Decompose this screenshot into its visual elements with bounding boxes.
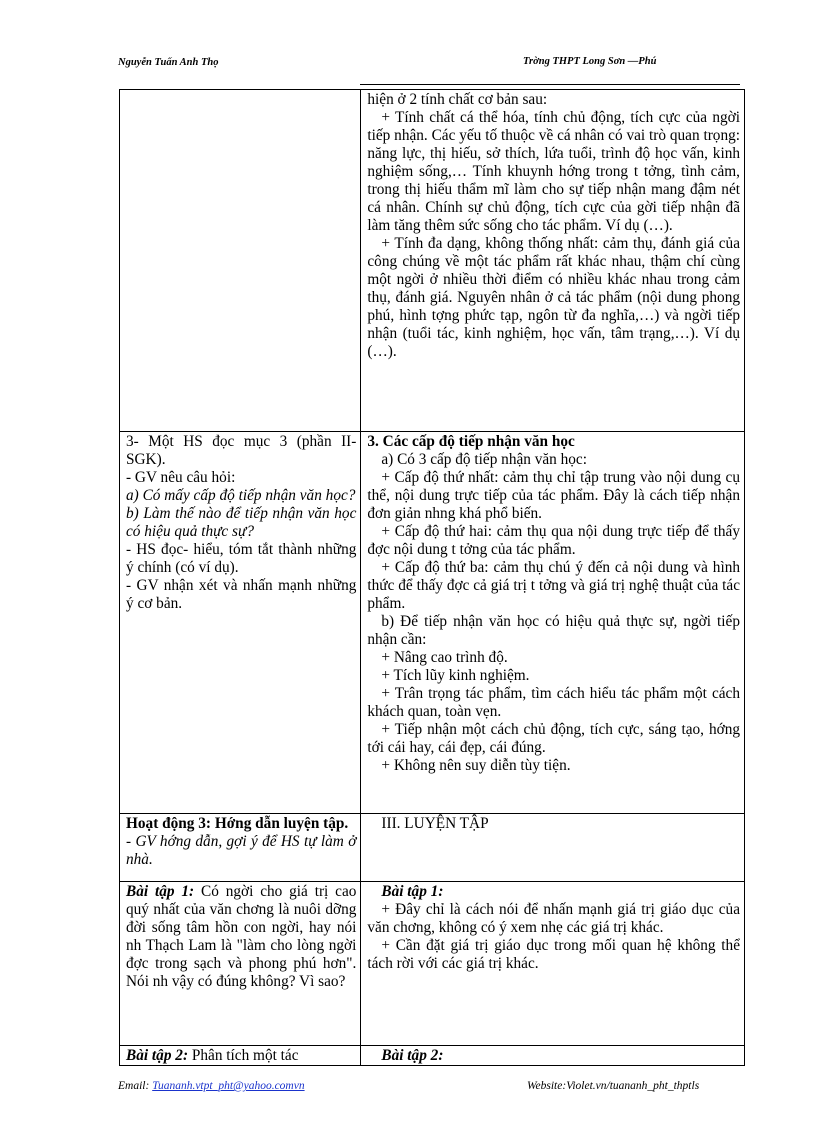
left-cell	[120, 814, 361, 882]
paragraph: - GV nhận xét và nhấn mạnh những ý cơ bản.	[126, 577, 357, 612]
section-heading: 3. Các cấp độ tiếp nhận văn học	[367, 433, 575, 450]
right-cell	[361, 90, 745, 432]
exercise-label: Bài tập 2:	[126, 1047, 189, 1064]
activity-heading: Hoạt động 3: Hớng dẫn luyện tập.	[126, 815, 349, 832]
paragraph: + Tích lũy kinh nghiệm.	[381, 667, 530, 684]
footer-email	[118, 1080, 305, 1092]
exercise-label: Bài tập 1:	[381, 883, 444, 900]
email-label: Email:	[118, 1080, 150, 1092]
right-cell	[361, 814, 745, 882]
exercise-label: Bài tập 1:	[126, 883, 195, 900]
exercise-text: Có ngời cho giá trị cao quý nhất của văn chơng là nuôi dỡng đời sống tâm hồn con ngời, hay nói nh Thạch Lam là "làm cho lòng ngời đợc trong sạch và phong phú hơn". Nói nh vậy có đúng không? Vì sao?	[126, 883, 357, 990]
email-link[interactable]: Tuananh.vtpt_pht@yahoo.comvn	[152, 1080, 305, 1092]
table-row	[120, 432, 745, 814]
exercise-prompt	[126, 883, 356, 991]
exercise-text: Phân tích một tác	[188, 1047, 299, 1064]
left-cell	[120, 882, 361, 1046]
table-row	[120, 814, 745, 882]
header-school: Trờng THPT Long Sơn —Phú	[523, 56, 657, 67]
website-text: Violet.vn/tuananh_pht_thptls	[566, 1080, 700, 1092]
section-heading: III. LUYỆN TẬP	[381, 815, 489, 832]
question: b) Làm thế nào để tiếp nhận văn học có hiệu quả thực sự?	[126, 505, 357, 540]
exercise-label: Bài tập 2:	[381, 1047, 444, 1064]
paragraph: b) Để tiếp nhận văn học có hiệu quả thực sự, ngời tiếp nhận cần:	[367, 613, 740, 648]
paragraph: + Tính chất cá thể hóa, tính chủ động, tích cực của ngời tiếp nhận. Các yếu tố thuộc về cá nhân có vai trò quan trọng: năng lực, thị hiếu, sở thích, lứa tuổi, trình độ học vấn, kinh nghiệm sống,… Tính khuynh hớng trong t tởng, tình cảm, trong thị hiếu thẩm mĩ làm cho sự tiếp nhận mang đậm nét cá nhân. Chính sự chủ động, tích cực của gời tiếp nhận đã làm tăng thêm sức sống cho tác phẩm. Ví dụ (…).	[367, 109, 740, 234]
website-label: Website:	[527, 1080, 567, 1092]
right-cell	[361, 432, 745, 814]
paragraph: - GV nêu câu hỏi:	[126, 469, 236, 486]
exercise-prompt	[126, 1047, 356, 1065]
left-cell	[120, 1046, 361, 1066]
footer-website	[527, 1080, 699, 1092]
paragraph: + Cấp độ thứ ba: cảm thụ chú ý đến cả nội dung và hình thức để thấy đợc cả giá trị t tởng và giá trị nghệ thuật của tác phẩm.	[367, 559, 740, 612]
left-cell	[120, 90, 361, 432]
right-cell	[361, 882, 745, 1046]
question: a) Có mấy cấp độ tiếp nhận văn học?	[126, 487, 356, 504]
paragraph: + Tiếp nhận một cách chủ động, tích cực, sáng tạo, hớng tới cái hay, cái đẹp, cái đúng.	[367, 721, 740, 756]
paragraph: + Cấp độ thứ nhất: cảm thụ chỉ tập trung vào nội dung cụ thể, nội dung trực tiếp của tác phẩm. Đây là cách tiếp nhận đơn giản nhng khá phổ biến.	[367, 469, 740, 522]
table-row	[120, 1046, 745, 1066]
paragraph: + Trân trọng tác phẩm, tìm cách hiểu tác phẩm một cách khách quan, toàn vẹn.	[367, 685, 740, 720]
paragraph: - HS đọc- hiểu, tóm tắt thành những ý chính (có ví dụ).	[126, 541, 357, 576]
paragraph: a) Có 3 cấp độ tiếp nhận văn học:	[381, 451, 587, 468]
paragraph: hiện ở 2 tính chất cơ bản sau:	[367, 91, 548, 108]
paragraph: + Nâng cao trình độ.	[381, 649, 508, 666]
paragraph: - GV hớng dẫn, gợi ý để HS tự làm ở nhà.	[126, 833, 357, 868]
table-row	[120, 882, 745, 1046]
lesson-table	[119, 89, 745, 1066]
paragraph: + Đây chỉ là cách nói để nhấn mạnh giá trị giáo dục của văn chơng, không có ý xem nhẹ các giá trị khác.	[367, 901, 740, 936]
paragraph: + Không nên suy diễn tùy tiện.	[381, 757, 571, 774]
right-cell	[361, 1046, 745, 1066]
paragraph: 3- Một HS đọc mục 3 (phần II- SGK).	[126, 433, 357, 468]
paragraph: + Tính đa dạng, không thống nhất: cảm thụ, đánh giá của công chúng về một tác phẩm rất khác nhau, thậm chí cùng một ngời ở nhiều thời điểm có nhiều khác nhau trong cảm thụ, đánh giá. Nguyên nhân ở cả tác phẩm (nội dung phong phú, hình tợng phức tạp, ngôn từ đa nghĩa,…) và ngời tiếp nhận (tuổi tác, kinh nghiệm, học vấn, tâm trạng,…). Ví dụ (…).	[367, 235, 740, 360]
paragraph: + Cần đặt giá trị giáo dục trong mối quan hệ không thể tách rời với các giá trị khác.	[367, 937, 740, 972]
header-author: Nguyễn Tuấn Anh Thọ	[118, 57, 219, 68]
table-row	[120, 90, 745, 432]
header-rule	[360, 84, 740, 85]
paragraph: + Cấp độ thứ hai: cảm thụ qua nội dung trực tiếp để thấy đợc nội dung t tởng của tác phẩm.	[367, 523, 740, 558]
left-cell	[120, 432, 361, 814]
